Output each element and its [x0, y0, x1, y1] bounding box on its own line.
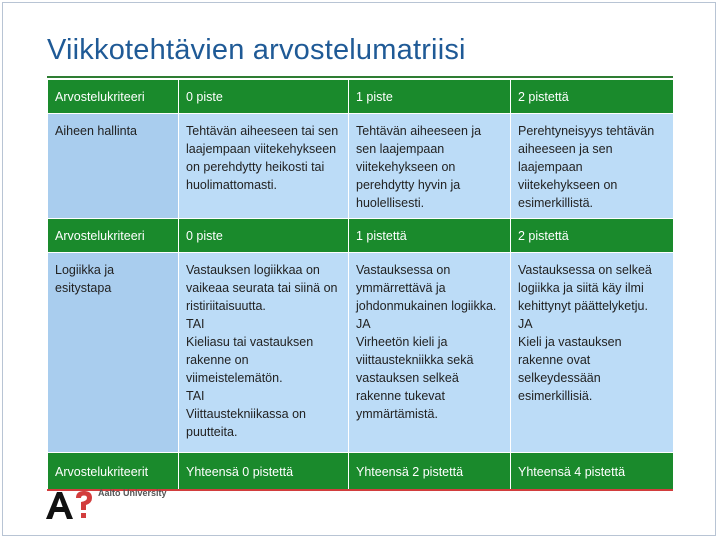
matrix-header-row-2	[48, 219, 674, 253]
row-label-topic: Aiheen hallinta	[48, 114, 179, 219]
logic-score-1	[349, 253, 511, 453]
logic-0-text-1: Vastauksen logiikkaa on vaikeaa seurata tai siinä on ristiriitaisuutta.	[186, 263, 338, 313]
brand-text: Aalto University	[98, 488, 167, 498]
topic-score-2: Perehtyneisyys tehtävän aiheeseen ja sen laajempaan viitekehykseen on esimerkillistä.	[511, 114, 674, 219]
aalto-logo-icon	[44, 488, 96, 520]
slide-title: Viikkotehtävien arvostelumatriisi	[47, 34, 466, 66]
logic-0-or-1: TAI	[186, 317, 205, 331]
header2-criterion: Arvostelukriteeri	[48, 219, 179, 253]
total-score-2: Yhteensä 2 pistettä	[349, 453, 511, 491]
header2-score-0: 0 piste	[179, 219, 349, 253]
matrix-totals-row	[48, 453, 674, 491]
header-score-2: 2 pistettä	[511, 80, 674, 114]
header-score-1: 1 piste	[349, 80, 511, 114]
logic-score-0	[179, 253, 349, 453]
header-score-0: 0 piste	[179, 80, 349, 114]
matrix-header-row	[48, 80, 674, 114]
logic-2-and: JA	[518, 317, 533, 331]
header2-score-1: 1 pistettä	[349, 219, 511, 253]
logic-score-2	[511, 253, 674, 453]
logic-0-text-2: Kieliasu tai vastauksen rakenne on viimeistelemätön.	[186, 335, 314, 385]
grading-matrix	[47, 79, 674, 491]
logic-1-text-2: Virheetön kieli ja viittaustekniikka sekä vastauksen selkeä rakenne tukevat ymmärtämistä.	[356, 335, 474, 421]
header-criterion: Arvostelukriteeri	[48, 80, 179, 114]
logic-1-text-1: Vastauksessa on ymmärrettävä ja johdonmukainen logiikka.	[356, 263, 497, 313]
topic-score-1: Tehtävän aiheeseen ja sen laajempaan viitekehykseen on perehdytty hyvin ja huolellisesti.	[349, 114, 511, 219]
header2-score-2: 2 pistettä	[511, 219, 674, 253]
totals-label: Arvostelukriteerit	[48, 453, 179, 491]
matrix-row-topic	[48, 114, 674, 219]
logic-2-text-1: Vastauksessa on selkeä logiikka ja siitä käy ilmi kehittynyt päättelyketju.	[518, 263, 652, 313]
row-label-logic: Logiikka ja esitystapa	[48, 253, 179, 453]
logic-1-and: JA	[356, 317, 371, 331]
logic-0-text-3: Viittaustekniikassa on puutteita.	[186, 407, 306, 439]
total-score-4: Yhteensä 4 pistettä	[511, 453, 674, 491]
logic-0-or-2: TAI	[186, 389, 205, 403]
logic-2-text-2: Kieli ja vastauksen rakenne ovat selkeydessään esimerkillisiä.	[518, 335, 622, 403]
title-divider	[47, 76, 673, 78]
topic-score-0: Tehtävän aiheeseen tai sen laajempaan viitekehykseen on perehdytty heikosti tai huolimattomasti.	[179, 114, 349, 219]
matrix-row-logic	[48, 253, 674, 453]
total-score-0: Yhteensä 0 pistettä	[179, 453, 349, 491]
